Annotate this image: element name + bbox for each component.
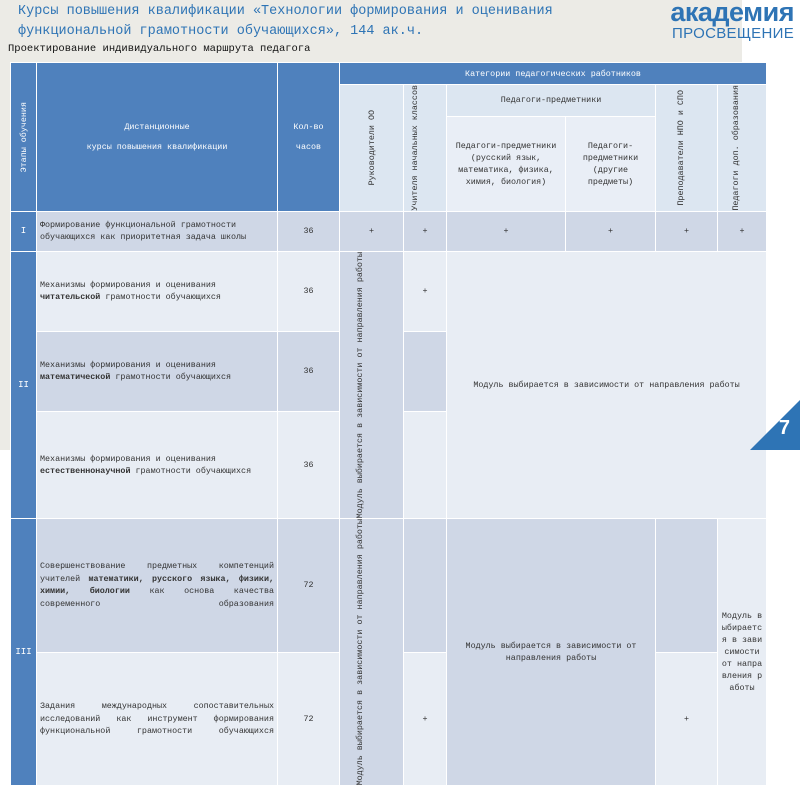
empty-cell <box>404 331 447 411</box>
logo <box>670 0 794 42</box>
course-name: Формирование функциональной грамотности обучающихся как приоритетная задача школы <box>37 211 278 251</box>
stage-label: III <box>11 519 37 786</box>
stage-label: II <box>11 251 37 518</box>
mark: + <box>718 211 767 251</box>
logo-subtext: ПРОСВЕЩЕНИЕ <box>672 25 794 42</box>
slide-background <box>0 322 10 450</box>
module-note: Модуль выбирается в зависимости от направления работы <box>447 251 767 518</box>
course-table <box>10 62 767 786</box>
stage-label: I <box>11 211 37 251</box>
hours-value: 36 <box>278 211 340 251</box>
page-number-badge <box>750 400 800 450</box>
logo-text: академия <box>670 0 794 27</box>
mark: + <box>340 211 404 251</box>
mark: + <box>656 211 718 251</box>
table-row <box>11 211 767 251</box>
module-note-vertical: Модуль выбирается в зависимости от направления работы <box>340 519 404 786</box>
module-note: Модуль выбирается в зависимости от направления работы <box>447 519 656 786</box>
header-heads: Руководители ОО <box>340 85 404 212</box>
course-name: Механизмы формирования и оценивания читательской грамотности обучающихся <box>37 251 278 331</box>
hours-value: 36 <box>278 412 340 519</box>
course-name: Механизмы формирования и оценивания естественнонаучной грамотности обучающихся <box>37 412 278 519</box>
mark: + <box>656 652 718 786</box>
course-name: Совершенствование предметных компетенций учителей математики, русского языка, физики, химии, биологии как основа качества современного образования <box>37 519 278 653</box>
header-subject-core: Педагоги-предметники (русский язык, математика, физика, химия, биология) <box>447 116 566 211</box>
empty-cell <box>656 519 718 653</box>
hours-value: 72 <box>278 519 340 653</box>
header-hours: Кол-во часов <box>278 63 340 212</box>
slide-title <box>18 2 553 42</box>
subtitle: Проектирование индивидуального маршрута педагога <box>8 43 311 55</box>
table-row <box>11 251 767 331</box>
course-name: Механизмы формирования и оценивания математической грамотности обучающихся <box>37 331 278 411</box>
mark: + <box>404 652 447 786</box>
page-number: 7 <box>778 417 790 439</box>
header-courses: Дистанционные курсы повышения квалификации <box>37 63 278 212</box>
header-subject-other: Педагоги-предметники (другие предметы) <box>566 116 656 211</box>
header-categories: Категории педагогических работников <box>340 63 767 85</box>
title-line: функциональной грамотности обучающихся», 144 ак.ч. <box>18 24 424 39</box>
course-name: Задания международных сопоставительных исследований как инструмент формирования функциональной грамотности обучающихся <box>37 652 278 786</box>
empty-cell <box>404 412 447 519</box>
corner-triangle <box>750 400 800 450</box>
header-stages: Этапы обучения <box>11 63 37 212</box>
header-vocational: Преподаватели НПО и СПО <box>656 85 718 212</box>
mark: + <box>404 211 447 251</box>
module-note-narrow: Модуль выбирается в зависимости от направления работы <box>718 519 767 786</box>
header-subject-teachers: Педагоги-предметники <box>447 85 656 117</box>
title-line: Курсы повышения квалификации «Технологии формирования и оценивания <box>18 4 553 19</box>
header-primary: Учителя начальных классов <box>404 85 447 212</box>
header-additional: Педагоги доп. образования <box>718 85 767 212</box>
hours-value: 36 <box>278 251 340 331</box>
empty-cell <box>404 519 447 653</box>
table-row <box>11 519 767 653</box>
hours-value: 72 <box>278 652 340 786</box>
mark: + <box>447 211 566 251</box>
mark: + <box>404 251 447 331</box>
hours-value: 36 <box>278 331 340 411</box>
module-note-vertical: Модуль выбирается в зависимости от направления работы <box>340 251 404 518</box>
mark: + <box>566 211 656 251</box>
